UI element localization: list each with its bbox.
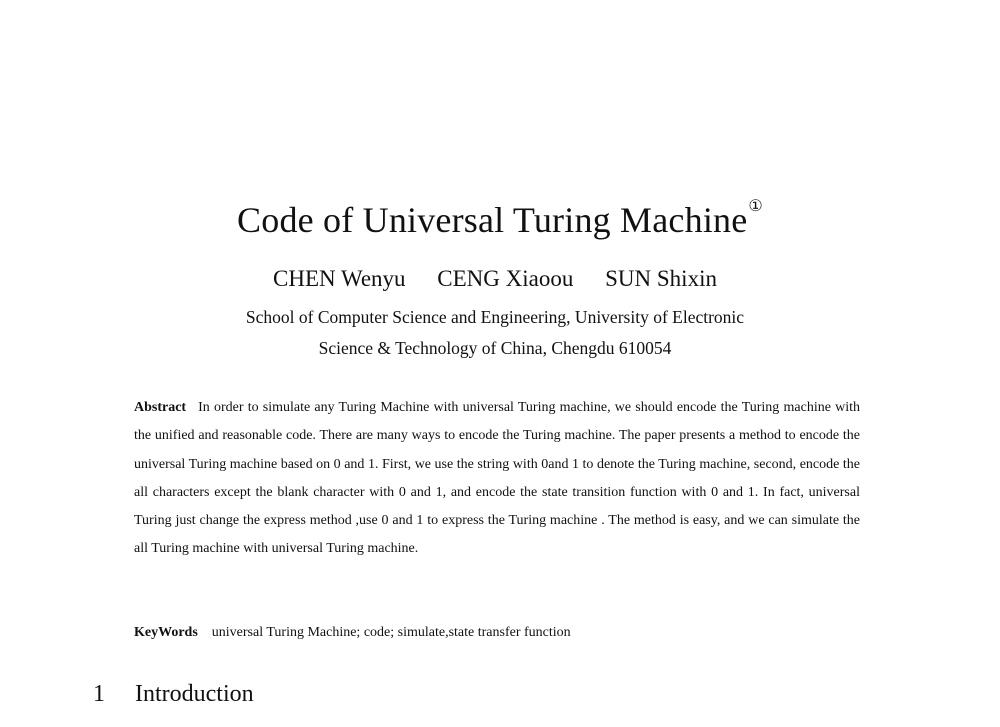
keywords-label: KeyWords <box>134 625 198 640</box>
abstract <box>134 394 860 564</box>
author-name: SUN Shixin <box>605 266 717 291</box>
paper-title <box>0 192 1000 243</box>
keywords <box>134 621 860 645</box>
keywords-text: universal Turing Machine; code; simulate,state transfer function <box>211 625 571 640</box>
paper-title-text: Code of Universal Turing Machine <box>237 200 748 240</box>
section-heading <box>93 677 254 711</box>
abstract-text: In order to simulate any Turing Machine with universal Turing machine, we should encode the Turing machine with the unified and reasonable code. There are many ways to encode the Turing machine. The paper presents a method to encode the universal Turing machine based on 0 and 1. First, we use the string with 0and 1 to denote the Turing machine, second, encode the all characters except the blank character with 0 and 1, and encode the state transition function with 0 and 1. In fact, universal Turing just change the express method ,use 0 and 1 to express the Turing machine . The method is easy, and we can simulate the all Turing machine with universal Turing machine. <box>134 400 860 557</box>
abstract-label: Abstract <box>134 400 187 415</box>
author-name: CHEN Wenyu <box>273 266 406 291</box>
affiliation-line-1: School of Computer Science and Engineering, University of Electronic <box>245 307 745 327</box>
section-title: Introduction <box>135 681 254 707</box>
author-list <box>0 264 990 294</box>
title-footnote-mark: ① <box>748 198 763 215</box>
section-number: 1 <box>93 681 105 707</box>
affiliation-line-2: Science & Technology of China, Chengdu 610054 <box>318 338 672 358</box>
author-name: CENG Xiaoou <box>437 266 574 291</box>
